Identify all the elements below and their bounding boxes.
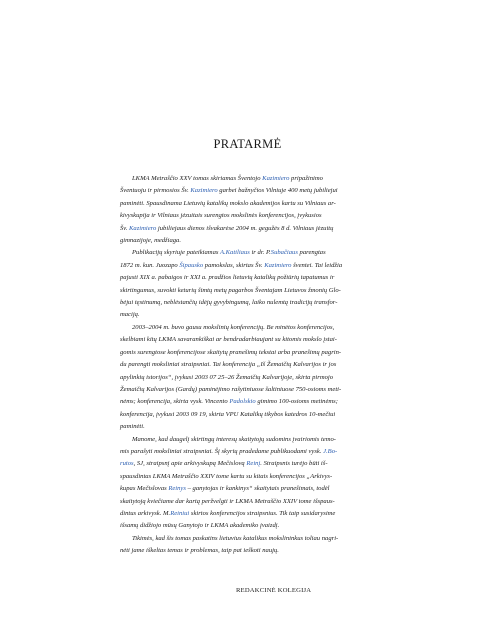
text-line — [120, 434, 378, 446]
text-span: pripažinimo — [289, 175, 323, 182]
text-line — [120, 409, 378, 421]
text-span: bėjui tęstinumą, neblėstančių idėjų gyvybingumą, laiko nulemtą tradicijų transfor- — [120, 299, 338, 307]
name-link[interactable]: Subačiaus — [270, 249, 298, 257]
text-line — [120, 309, 378, 321]
text-line — [120, 520, 378, 532]
text-span: Žemaičių Kalvarijos (Gardų) paminėjimo rašytiniuose šaltiniuose 750-osioms meti- — [120, 385, 342, 393]
text-span: LKMA Metraščio XXV tomas skiriamas Šventojo — [132, 175, 263, 182]
text-span: kivyskupija ir Vilniaus jėzuitais surengtos mokslinės konferencijos, įvykusios — [120, 212, 322, 220]
text-line — [120, 223, 378, 235]
text-span: kupas Mečislovas — [120, 485, 169, 493]
text-line — [120, 235, 378, 247]
text-span: apylinkių istorijos“, įvykusi 2003 07 25–26 Žemaičių Kalvarijoje, skirta pirmojo — [120, 373, 334, 381]
name-link[interactable]: A.Katiliaus — [219, 249, 250, 257]
preface-body — [120, 173, 378, 558]
text-line — [120, 285, 378, 297]
text-span: skirtingumus, suvokti keturių šimtų metų pagarbos Šventajam Lietuvos žmonių Glo- — [120, 286, 341, 294]
text-span: – ganytojas ir kankinys“ skaitytais pranešimais, todėl — [185, 485, 330, 493]
text-span: garbei bažnyčios Vilniuje 400 metų jubiliejui — [217, 187, 338, 195]
text-span: skelbiami kitų LKMA savarankiškai ar bendradarbiaujant su kitomis mokslo įstai- — [120, 336, 337, 344]
text-span: gimimo 100-osioms metinėms; — [255, 398, 338, 406]
name-link[interactable]: Padolskio — [229, 398, 256, 406]
text-span: du parengti moksliniai straipsniai. Tai konferencija „Iš Žemaičių Kalvarijos ir jos — [120, 361, 337, 369]
name-link[interactable]: rutos — [120, 460, 134, 468]
text-line — [120, 533, 378, 545]
text-span: Šv. — [120, 224, 130, 232]
text-span: gomis surengtose konferencijose skaitytų pranešimų tekstai arba pranešimų pagrin- — [120, 348, 342, 356]
text-span: Manome, kad daugelį skirtingų interesų skaitytojų sudomins įvairiomis temo- — [132, 435, 336, 443]
name-link[interactable]: Kazimiero — [264, 261, 292, 269]
text-span: nėti jame iškeltas temas ir problemas, taip pat ieškoti naujų. — [120, 547, 279, 555]
page-title: PRATARMĖ — [213, 137, 282, 151]
text-span: ir dr. P. — [249, 249, 271, 257]
text-line — [120, 508, 378, 520]
name-link[interactable]: Kazimiero — [129, 224, 157, 232]
text-line — [120, 247, 378, 259]
text-line — [120, 272, 378, 284]
text-span: pamokslas, skirtas Šv. — [203, 261, 265, 269]
text-span: išsamų didžiojo mūsų Ganytojo ir LKMA akademiko įvaizdį. — [120, 522, 280, 530]
text-line — [120, 260, 378, 272]
text-span: 2003–2004 m. buvo gausu mokslinių konferencijų. Be minėtos konferencijos, — [132, 323, 335, 331]
text-line — [120, 185, 378, 197]
text-line — [120, 173, 378, 185]
text-line — [120, 446, 378, 458]
text-line — [120, 458, 378, 470]
name-link[interactable]: J.Bo- — [323, 447, 338, 455]
text-line — [120, 322, 378, 334]
text-span: nėms; konferencija, skirta vysk. Vincento — [120, 398, 230, 406]
text-span: skirtos konferencijos straipsnius. Tik taip susidarysime — [189, 509, 336, 517]
text-span: konferencija, įvykusi 2003 09 19, skirta VPU Katalikų tikybos katedros 10-mečiui — [120, 410, 336, 418]
text-span: mis parašyti moksliniai straipsniai. Šį skyrių pradedame publikuodami vysk. — [120, 447, 324, 455]
text-span: jubiliejaus dienos išvakarėse 2004 m. gegužės 8 d. Vilniaus jėzuitų — [156, 224, 334, 232]
text-span: gimnazijoje, medžiaga. — [120, 237, 181, 245]
text-line — [120, 210, 378, 222]
text-line — [120, 483, 378, 495]
name-link[interactable]: Reinį — [246, 460, 261, 468]
text-span: paminėti. — [120, 423, 145, 431]
name-link[interactable]: Kazimiero — [190, 187, 218, 195]
text-span: Tikimės, kad šis tomas paskatins lietuvius katalikus mokslininkus toliau nagri- — [132, 534, 339, 542]
text-span: parengtas — [297, 249, 326, 257]
name-link[interactable]: Kazimiero — [262, 175, 290, 182]
text-line — [120, 372, 378, 384]
text-span: paminėti. Spausdinama Lietuvių katalikų mokslo akademijos kartu su Vilniaus ar- — [120, 199, 336, 207]
text-line — [120, 396, 378, 408]
name-link[interactable]: Reinys — [168, 485, 186, 493]
name-link[interactable]: Šipausko — [179, 261, 204, 269]
name-link[interactable]: Reiniui — [170, 509, 190, 517]
text-span: maciją. — [120, 311, 140, 319]
text-span: skaitytoją kviečiame dar kartą peržvelgti ir LKMA Metraščio XXIV tome išspaus- — [120, 497, 335, 505]
text-span: 1872 m. kun. Juozapo — [120, 261, 180, 269]
text-line — [120, 471, 378, 483]
text-span: Šventuoju ir pirmosios Šv. — [120, 187, 191, 195]
signature: REDAKCINĖ KOLEGIJA — [236, 587, 312, 594]
text-line — [120, 347, 378, 359]
text-span: , SJ, straipsnį apie arkivyskupą Mečislovą — [133, 460, 247, 468]
text-span: dintus arkivysk. M. — [120, 509, 171, 517]
text-line — [120, 421, 378, 433]
text-span: spausdintas LKMA Metraščio XXIV tome kartu su kitais konferencijos „Arkivys- — [120, 472, 333, 480]
text-span: pajusti XIX a. pabaigos ir XXI a. pradžios lietuvių katalikų požiūrių tapatumus ir — [120, 274, 335, 282]
text-line — [120, 496, 378, 508]
text-span: . Straipsnis turėjo būti iš- — [260, 460, 328, 468]
text-line — [120, 545, 378, 557]
text-line — [120, 359, 378, 371]
text-line — [120, 334, 378, 346]
text-line — [120, 198, 378, 210]
text-span: Publikacijų skyriuje pateikiamas — [132, 249, 220, 257]
text-line — [120, 297, 378, 309]
text-line — [120, 384, 378, 396]
text-span: šventei. Tai leidžia — [291, 261, 343, 269]
